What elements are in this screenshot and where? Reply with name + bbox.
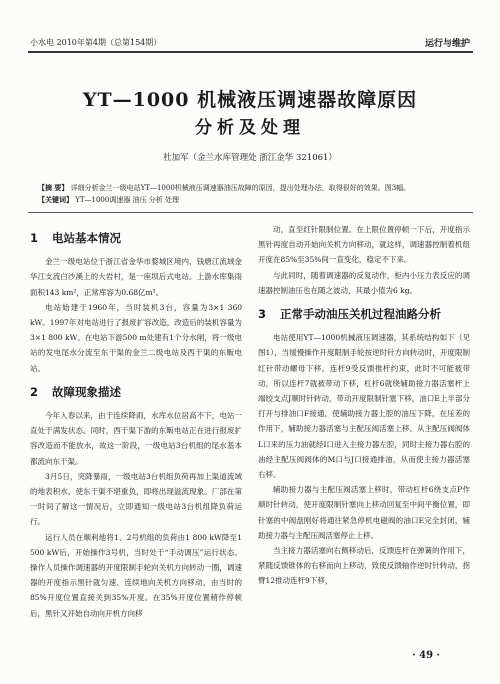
section-number: 1 [30, 231, 39, 245]
left-column [30, 222, 242, 621]
article-title-line2: 分析及处理 [195, 118, 305, 138]
paragraph: 金兰一级电站位于浙江省金华市婺城区境内、钱塘江流域金华江支流白沙溪上的大岩村，是一座坝后式电站。上游水库集雨面积143 km²，正常库容为0.68亿m³。 [30, 257, 242, 297]
section-heading-3 [258, 307, 470, 322]
paragraph: 运行人员在顺利地将1、2号机组的负荷由1 800 kW降至1 500 kW后，开始操作3号机，当时处于“手动调压”运行状态。操作人员操作调速器的开度限制手轮向关机方向转动一圈，调速器的开度指示黑针就匀速、连续地向关机方向移动，由当时的85%开度位置直接关到35%开度。在35%开度位置稍作停顿后，黑针又开始自动向开机方向移 [30, 532, 242, 618]
header-rule [28, 51, 473, 53]
paragraph: 与此同时，随着调速器的反复动作，柜内小压力表反应的调速器控制油压也在随之波动，其最小值为6 kg。 [258, 270, 470, 295]
journal-header: 小水电 2010年第4期（总第154期） [30, 38, 162, 47]
abstract-line [38, 182, 464, 194]
paragraph: 电站始建于1960年，当时装机3台，容量为3×1 360 kW。1997年对电站进行了报废扩容改造，改造后的装机容量为3×1 800 kW。在电站下游500 m处建有1个分水闸，将一级电站的发电尾水分流至东干渠的金兰二级电站及西干渠的东畈电站。 [30, 302, 242, 373]
paragraph: 辅助接力器与主配压阀活塞上移时，带动杠杆6绕支点P作顺时针转动，使开度限制针塞向上移动回复至中间平衡位置，即针塞的中阀盘刚好将通往紧急停机电磁阀的油口E完全封闭，辅助接力器与主配压阀活塞停止上移。 [258, 485, 470, 540]
section-number: 3 [258, 307, 267, 322]
section-title: 电站基本情况 [52, 231, 121, 245]
section-number: 2 [30, 384, 39, 399]
section-title: 正常手动油压关机过程油路分析 [280, 307, 441, 322]
page-number: · 49 · [412, 650, 440, 661]
keywords-label: 【关键词】 [38, 196, 73, 204]
section-heading-1 [30, 231, 242, 246]
article-title-line1: YT—1000 机械液压调速器故障原因 [82, 89, 418, 111]
paragraph: 动，直至红针限制位置。在上限位置停顿一下后，开度指示黑针再度自动开始向关机方向移动，就这样，调速器控制着机组开度在85%至35%间一直变化，稳定不下来。 [258, 225, 470, 265]
author-line: 杜加军（金兰水库管理处 浙江金华 321061） [163, 153, 337, 163]
right-column [258, 222, 470, 589]
section-heading-2 [30, 385, 242, 400]
keywords-text: YT—1000调速器 油压 分析 处理 [75, 196, 180, 204]
section-title: 故障现象描述 [52, 384, 121, 399]
abstract-rule [28, 212, 473, 213]
section-header: 运行与维护 [424, 39, 470, 49]
abstract-label: 【摘 要】 [38, 184, 69, 192]
paragraph: 今年入春以来，由于连续降雨，水库水位居高不下，电站一直处于满发状态。同时，西干渠下游的东畈电站正在进行报废扩容改造而不能放水，故这一阶段，一级电站3台机组的尾水基本都流向东干渠。 [30, 411, 242, 466]
paragraph: 3月5日，突降暴雨，一级电站3台机组负荷再加上渠道流域的地表积水，使东干渠不堪重负，即将出现溢流现象。厂部在第一时间了解这一情况后，立即通知一级电站3台机组降负荷运行。 [30, 471, 242, 527]
keywords-line [38, 194, 464, 206]
paragraph: 当主接力器活塞向右侧移动后，反馈连杆在弹簧的作用下，紧随反馈锥体的右移而向上移动，致使反馈轴作逆时针转动，拐臂12推动连杆9下移， [258, 546, 470, 586]
abstract-block [38, 182, 464, 206]
paragraph: 电站使用YT—1000机械液压调速器，其系统结构如下（见图1），当缓慢操作开度限制手轮按逆时针方向转动时，开度限制红针带动螺母下移。连杆9受反馈推杆约束，此时不可能被带动，所以连杆7就被带动下移，杠杆6就绕辅助接力器活塞杆上端绞支点J顺时针转动，带动开度限制针塞下移，油口E上半部分打开与排油口F接通，使辅助接力器上腔的油压下降，在压差的作用下，辅助接力器活塞与主配压阀活塞上移。从主配压阀阀体L口来的压力油就经I口进入主接力器左腔，同时主接力器右腔的油经主配压阀阀体的M口与J口接通排油，从而使主接力器活塞右移。 [258, 333, 470, 480]
abstract-text: 详细分析金兰一级电站YT—1000机械液压调速器油压故障的原因，提出处理办法，取得很好的效果。图3幅。 [70, 184, 411, 192]
